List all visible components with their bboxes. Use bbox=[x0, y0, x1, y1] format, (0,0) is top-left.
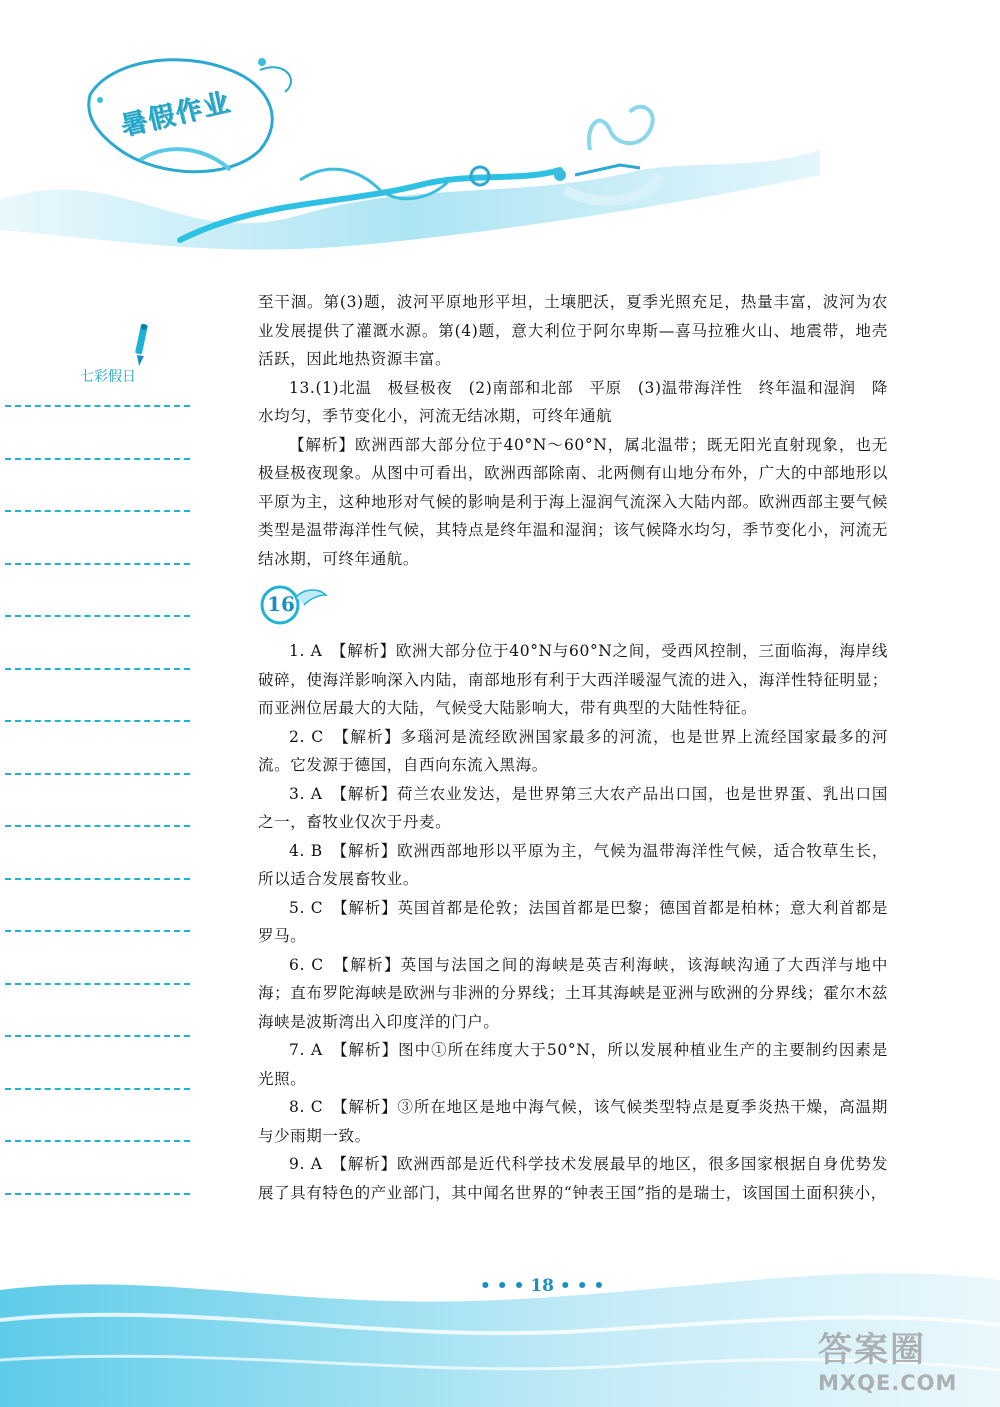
section-badge bbox=[260, 583, 330, 627]
answer-item: 6. C 【解析】英国与法国之间的海峡是英吉利海峡，该海峡沟通了大西洋与地中海；直布罗陀海峡是欧洲与非洲的分界线；土耳其海峡是亚洲与欧洲的分界线；霍尔木兹海峡是波斯湾出入印度洋的门户。 bbox=[258, 955, 888, 1031]
note-line bbox=[5, 1193, 190, 1195]
note-lines bbox=[5, 405, 190, 1245]
answer-item: 4. B 【解析】欧洲西部地形以平原为主，气候为温带海洋性气候，适合牧草生长，所以适合发展畜牧业。 bbox=[258, 841, 888, 888]
note-line bbox=[5, 405, 190, 407]
answer-item: 9. A 【解析】欧洲西部是近代科学技术发展最早的地区，很多国家根据自身优势发展了具有特色的产业部门，其中闻名世界的“钟表王国”指的是瑞士，该国国土面积狭小， bbox=[258, 1155, 888, 1202]
pen-icon bbox=[130, 322, 152, 368]
note-line bbox=[5, 615, 190, 617]
answer-item: 7. A 【解析】图中①所在纬度大于50°N，所以发展种植业生产的主要制约因素是光照。 bbox=[258, 1041, 888, 1088]
note-line bbox=[5, 930, 190, 932]
note-line bbox=[5, 983, 190, 985]
note-line bbox=[5, 1088, 190, 1090]
answer-item: 8. C 【解析】③所在地区是地中海气候，该气候类型特点是夏季炎热干燥，高温期与少雨期一致。 bbox=[258, 1098, 888, 1145]
paragraph: 13.(1)北温 极昼极夜 (2)南部和北部 平原 (3)温带海洋性 终年温和湿润 降水均匀，季节变化小，河流无结冰期，可终年通航 bbox=[258, 378, 888, 425]
answer-content bbox=[258, 288, 888, 1207]
note-line bbox=[5, 825, 190, 827]
answer-item: 5. C 【解析】英国首都是伦敦；法国首都是巴黎；德国首都是柏林；意大利首都是罗马。 bbox=[258, 898, 888, 945]
header-title: 暑假作业 bbox=[118, 87, 234, 142]
note-line bbox=[5, 878, 190, 880]
paragraph: 【解析】欧洲西部大部分位于40°N～60°N，属北温带；既无阳光直射现象，也无极昼极夜现象。从图中可看出，欧洲西部除南、北两侧有山地分布外，广大的中部地形以平原为主，这种地形对气候的影响是利于海上湿润气流深入大陆内部。欧洲西部主要气候类型是温带海洋性气候，其特点是终年温和湿润；该气候降水均匀，季节变化小，河流无结冰期，可终年通航。 bbox=[258, 435, 888, 568]
answer-item: 2. C 【解析】多瑙河是流经欧洲国家最多的河流，也是世界上流经国家最多的河流。它发源于德国，自西向东流入黑海。 bbox=[258, 727, 888, 774]
sidebar-label: 七彩假日 bbox=[80, 369, 136, 385]
note-line bbox=[5, 773, 190, 775]
note-line bbox=[5, 458, 190, 460]
note-line bbox=[5, 563, 190, 565]
page-number: • • • 18 • • • bbox=[480, 1276, 605, 1296]
note-line bbox=[5, 1140, 190, 1142]
watermark-logo: 答案圈 bbox=[818, 1330, 926, 1370]
watermark-url: MXQE.COM bbox=[818, 1371, 958, 1395]
watermark bbox=[818, 1322, 996, 1402]
section-number: 16 bbox=[267, 592, 295, 616]
note-line bbox=[5, 1035, 190, 1037]
note-line bbox=[5, 720, 190, 722]
note-line bbox=[5, 668, 190, 670]
paragraph: 至干涸。第(3)题，波河平原地形平坦，土壤肥沃，夏季光照充足，热量丰富，波河为农业发展提供了灌溉水源。第(4)题，意大利位于阿尔卑斯—喜马拉雅火山、地震带，地壳活跃，因此地热资源丰富。 bbox=[258, 293, 888, 368]
note-line bbox=[5, 510, 190, 512]
answer-item: 1. A 【解析】欧洲大部分位于40°N与60°N之间，受西风控制，三面临海，海岸线破碎，使海洋影响深入内陆，南部地形有利于大西洋暖湿气流的进入，海洋性特征明显；而亚洲位居最大的大陆，气候受大陆影响大，带有典型的大陆性特征。 bbox=[258, 642, 888, 717]
answer-item: 3. A 【解析】荷兰农业发达，是世界第三大农产品出口国，也是世界蛋、乳出口国之一，畜牧业仅次于丹麦。 bbox=[258, 784, 888, 831]
